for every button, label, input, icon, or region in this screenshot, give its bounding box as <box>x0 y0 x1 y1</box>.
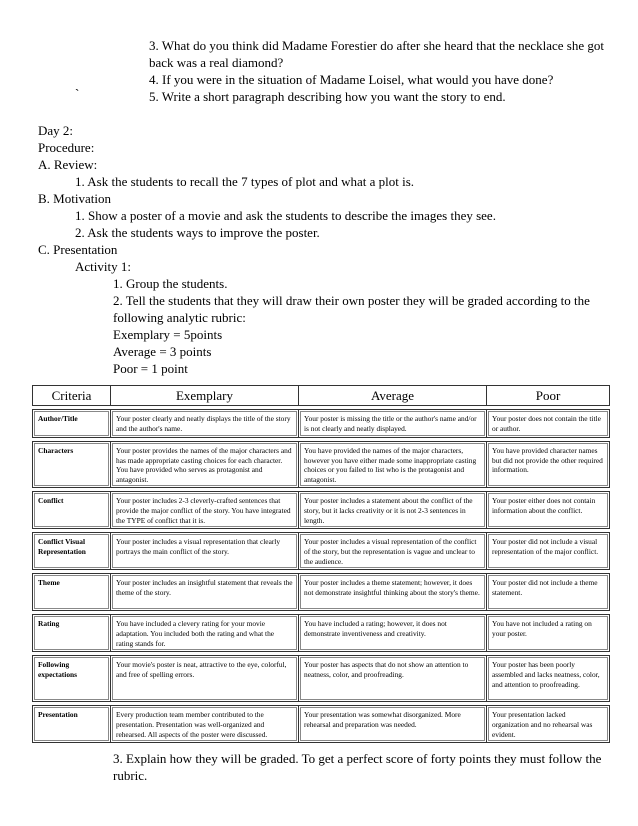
rubric-header-row <box>33 386 610 406</box>
activity-item-1: 1. Group the students. <box>113 276 228 291</box>
exemplary-cell: Your poster includes an insightful statement that reveals the theme of the story. <box>111 574 299 611</box>
average-cell: Your presentation was somewhat disorganized. More rehearsal and preparation was needed. <box>299 706 487 743</box>
header-poor: Poor <box>487 386 610 406</box>
activity-item-2-line-2: following analytic rubric: <box>113 310 246 325</box>
poor-cell: Your poster either does not contain information about the conflict. <box>487 492 610 529</box>
poor-cell: Your presentation lacked organization and no rehearsal was evident. <box>487 706 610 743</box>
question-5: 5. Write a short paragraph describing how you want the story to end. <box>149 89 506 104</box>
motivation-heading: B. Motivation <box>38 191 111 206</box>
rubric-row-rating <box>33 615 610 652</box>
header-exemplary: Exemplary <box>111 386 299 406</box>
average-cell: You have provided the names of the major characters, however you have either made some inappropriate casting choices or you failed to list who is the protagonist and antagonist. <box>299 442 487 488</box>
motivation-item-2: 2. Ask the students ways to improve the poster. <box>75 225 320 240</box>
day-2-heading: Day 2: <box>38 123 74 138</box>
poor-cell: You have provided character names but did not provide the other required information. <box>487 442 610 488</box>
exemplary-cell: Your poster provides the names of the major characters and has made appropriate casting choices for each character. You have provided who serves as protagonist and antagonist. <box>111 442 299 488</box>
criteria-cell: Characters <box>33 442 111 488</box>
criteria-cell: Theme <box>33 574 111 611</box>
header-average: Average <box>299 386 487 406</box>
rubric-row-theme <box>33 574 610 611</box>
motivation-item-1: 1. Show a poster of a movie and ask the students to describe the images they see. <box>75 208 496 223</box>
criteria-cell: Presentation <box>33 706 111 743</box>
activity-1-heading: Activity 1: <box>75 259 131 274</box>
exemplary-cell: Your poster includes 2-3 cleverly-crafted sentences that provide the major conflict of the story. You have integrated the TYPE of conflict that it is. <box>111 492 299 529</box>
stray-backtick: ` <box>75 86 80 101</box>
poor-cell: Your poster has been poorly assembled and lacks neatness, color, and attention to proofreading. <box>487 656 610 702</box>
closing-line-2: rubric. <box>113 768 148 783</box>
criteria-cell: Rating <box>33 615 111 652</box>
review-heading: A. Review: <box>38 157 98 172</box>
presentation-heading: C. Presentation <box>38 242 118 257</box>
exemplary-cell: Your poster includes a visual representation that clearly portrays the main conflict of the story. <box>111 533 299 570</box>
rubric-row-author-title <box>33 410 610 438</box>
criteria-cell: Conflict Visual Representation <box>33 533 111 570</box>
rubric-row-characters <box>33 442 610 488</box>
rubric-row-following-expectations <box>33 656 610 702</box>
criteria-cell: Author/Title <box>33 410 111 438</box>
rubric-table <box>32 385 610 743</box>
average-cell: Your poster has aspects that do not show an attention to neatness, color, and proofreading. <box>299 656 487 702</box>
average-cell: You have included a rating; however, it does not demonstrate inventiveness and creativity. <box>299 615 487 652</box>
header-criteria: Criteria <box>33 386 111 406</box>
review-item-1: 1. Ask the students to recall the 7 types of plot and what a plot is. <box>75 174 415 189</box>
question-4: 4. If you were in the situation of Madame Loisel, what would you have done? <box>149 72 554 87</box>
criteria-cell: Conflict <box>33 492 111 529</box>
exemplary-cell: Your movie's poster is neat, attractive to the eye, colorful, and free of spelling errors. <box>111 656 299 702</box>
poor-cell: Your poster did not include a theme statement. <box>487 574 610 611</box>
closing-line-1: 3. Explain how they will be graded. To get a perfect score of forty points they must follow the <box>113 751 602 766</box>
question-3-line-2: back was a real diamond? <box>149 55 284 70</box>
criteria-cell: Following expectations <box>33 656 111 702</box>
activity-item-2-line-1: 2. Tell the students that they will draw their own poster they will be graded according to the <box>113 293 590 308</box>
poor-cell: Your poster does not contain the title or author. <box>487 410 610 438</box>
average-cell: Your poster includes a visual representation of the conflict of the story, but the representation is vague and unclear to the audience. <box>299 533 487 570</box>
average-cell: Your poster is missing the title or the author's name and/or is not clearly and neatly displayed. <box>299 410 487 438</box>
score-average: Average = 3 points <box>113 344 212 359</box>
average-cell: Your poster includes a statement about the conflict of the story, but it lacks creativity or it is not 2-3 sentences in length. <box>299 492 487 529</box>
exemplary-cell: Your poster clearly and neatly displays the title of the story and the author's name. <box>111 410 299 438</box>
rubric-row-conflict-visual <box>33 533 610 570</box>
procedure-heading: Procedure: <box>38 140 95 155</box>
average-cell: Your poster includes a theme statement; however, it does not demonstrate insightful thinking about the story's theme. <box>299 574 487 611</box>
exemplary-cell: You have included a clevery rating for your movie adaptation. You included both the rating and what the rating stands for. <box>111 615 299 652</box>
score-exemplary: Exemplary = 5points <box>113 327 223 342</box>
poor-cell: You have not included a rating on your poster. <box>487 615 610 652</box>
rubric-row-presentation <box>33 706 610 743</box>
poor-cell: Your poster did not include a visual representation of the major conflict. <box>487 533 610 570</box>
question-3-line-1: 3. What do you think did Madame Forestier do after she heard that the necklace she got <box>149 38 604 53</box>
exemplary-cell: Every production team member contributed to the presentation. Presentation was well-organized and rehearsed. All aspects of the poster were discussed. <box>111 706 299 743</box>
score-poor: Poor = 1 point <box>113 361 188 376</box>
rubric-row-conflict <box>33 492 610 529</box>
